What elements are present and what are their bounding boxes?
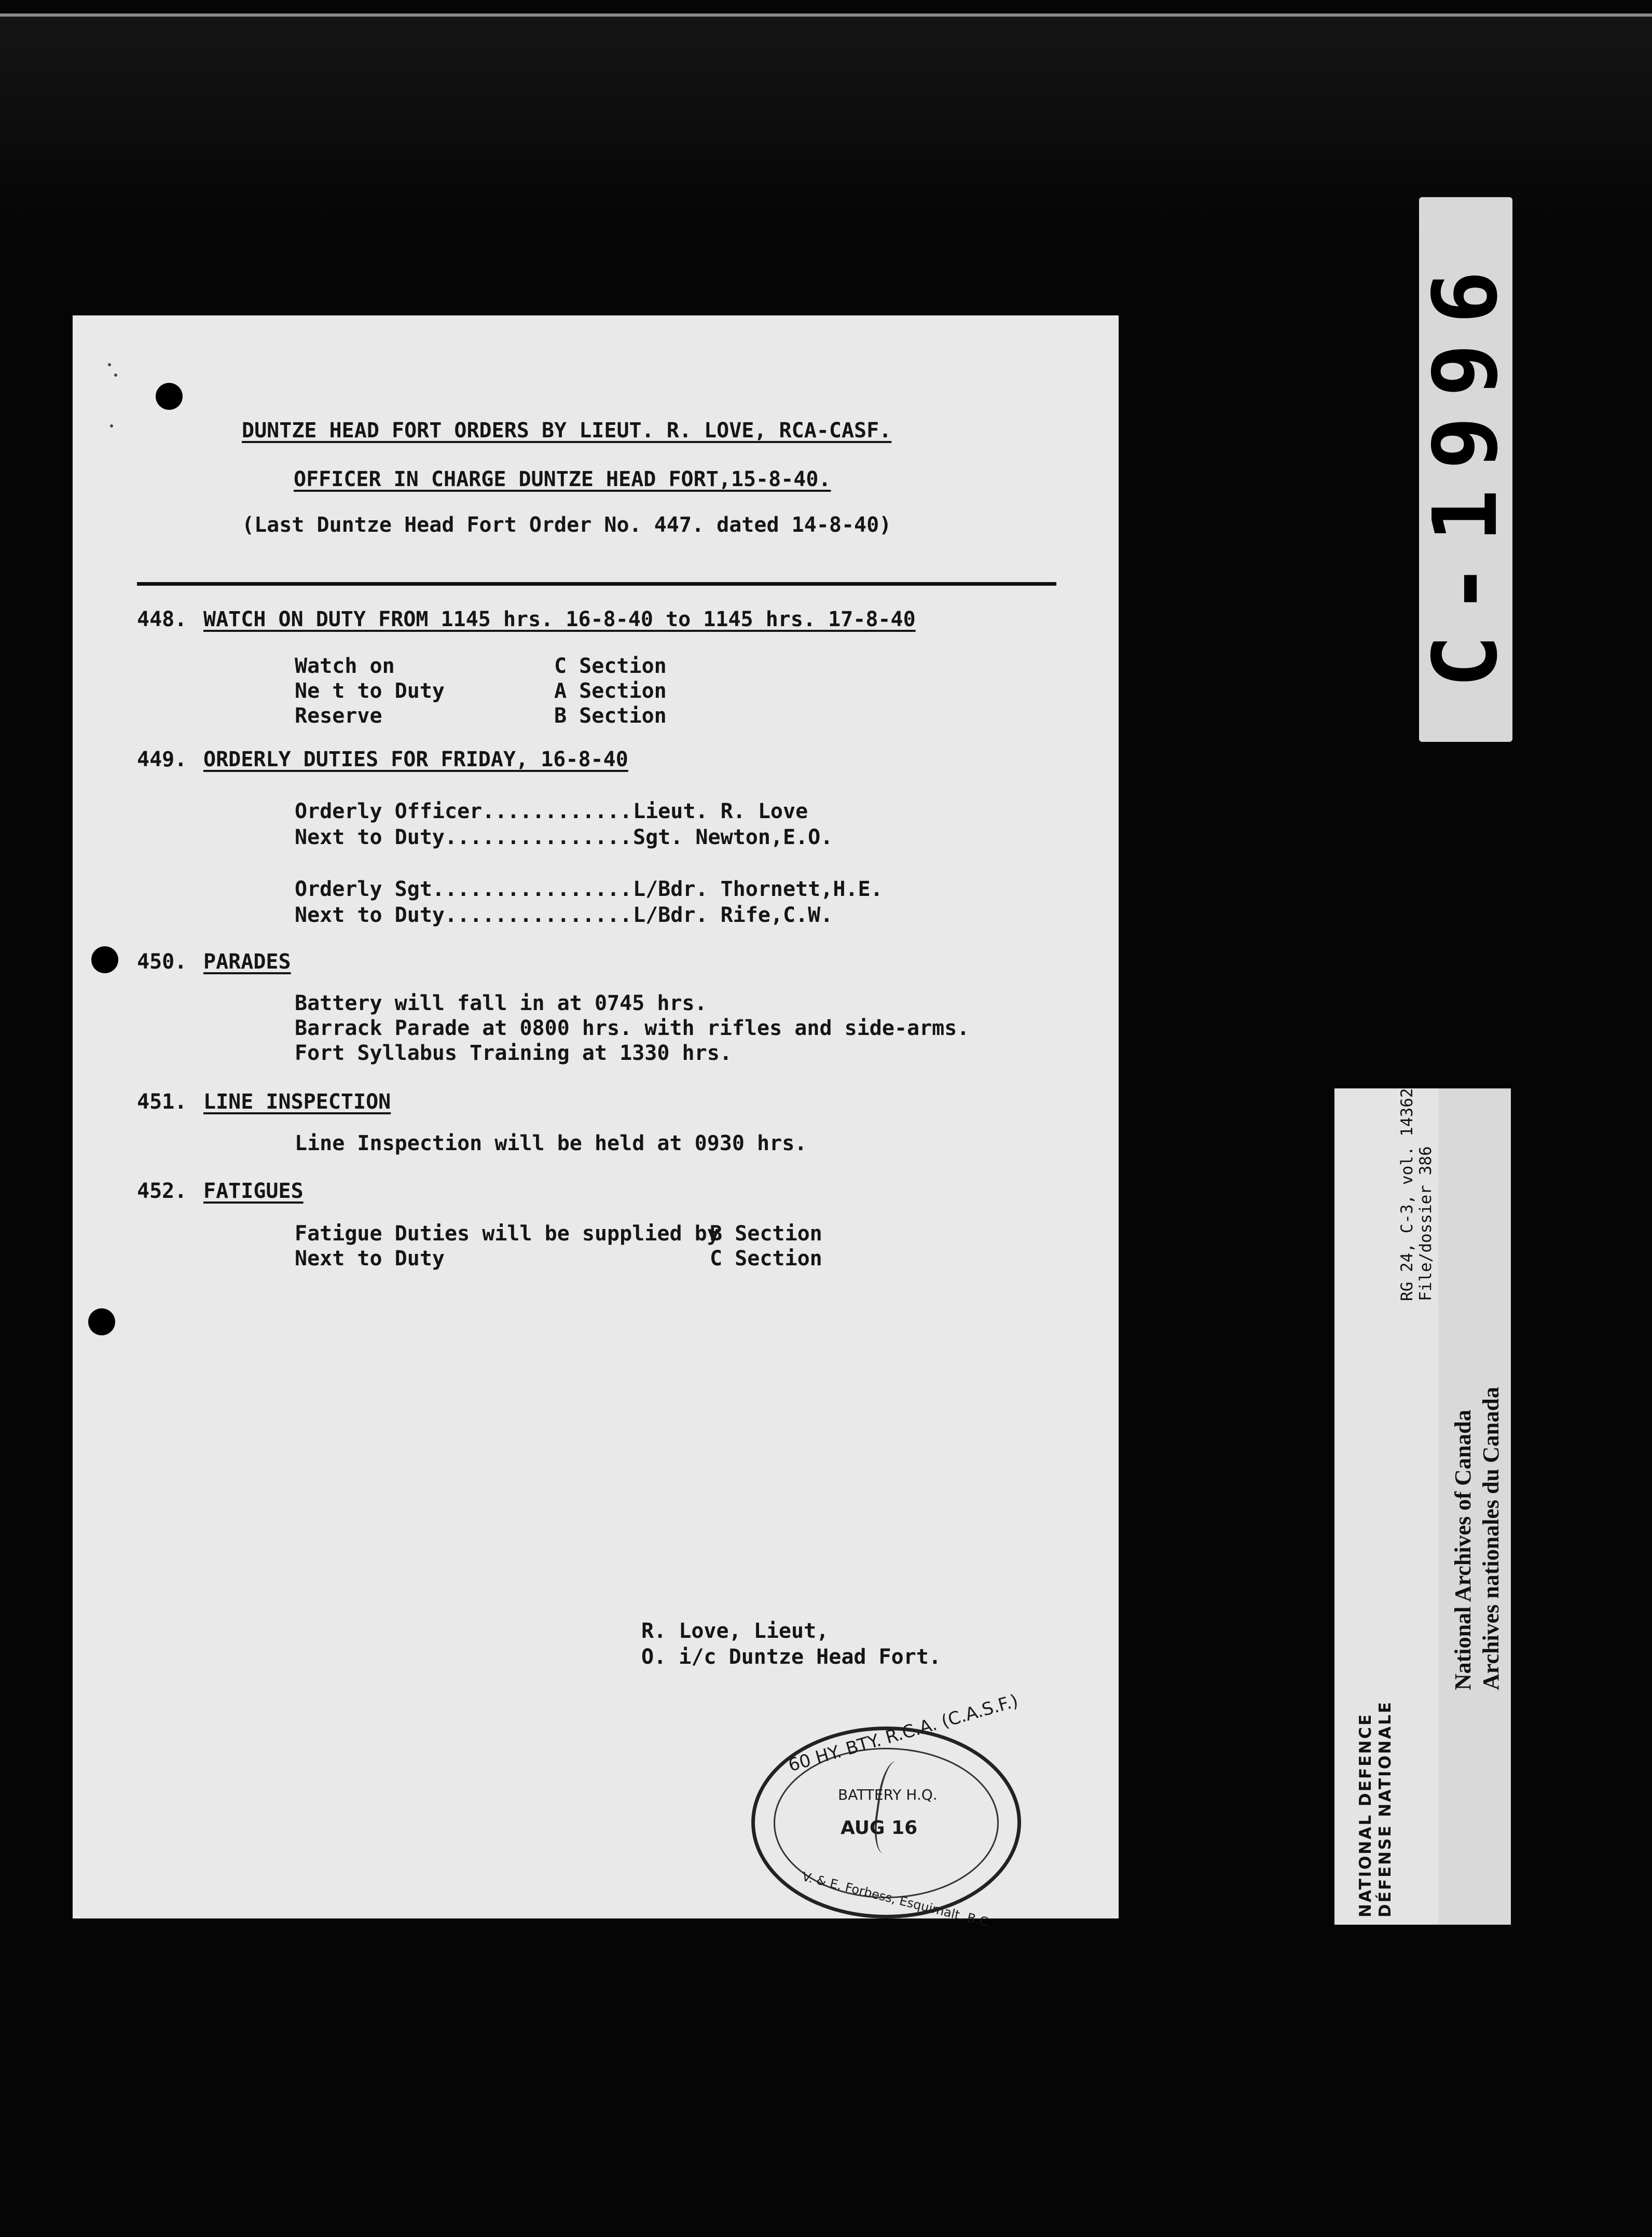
battery-stamp: [751, 1690, 1021, 1931]
fatigue-value: C Section: [710, 1247, 822, 1271]
stamp-unit: 60 HY. BTY. R.C.A. (C.A.S.F.): [786, 1690, 1021, 1776]
speck: [108, 363, 111, 366]
duty-value: Lieut. R. Love: [633, 799, 808, 823]
section-title: PARADES: [203, 950, 291, 974]
archives-name-en: National Archives of Canada: [1450, 1410, 1476, 1690]
punch-hole: [88, 1308, 115, 1335]
watch-label: Ne t to Duty: [295, 679, 445, 703]
frame-number-strip: [1414, 197, 1517, 742]
header-title: DUNTZE HEAD FORT ORDERS BY LIEUT. R. LOVE, RCA-CASF.: [242, 419, 892, 443]
signature-title: O. i/c Duntze Head Fort.: [641, 1645, 941, 1669]
inspection-line: Line Inspection will be held at 0930 hrs.: [295, 1131, 807, 1155]
frame-number: C-1996: [1414, 251, 1517, 688]
fatigue-label: Fatigue Duties will be supplied by: [295, 1222, 720, 1246]
section-title: FATIGUES: [203, 1179, 304, 1203]
duty-label: Next to Duty...............: [295, 825, 632, 849]
national-defence-en: NATIONAL DEFENCE: [1356, 1713, 1375, 1917]
header-last-order: (Last Duntze Head Fort Order No. 447. dated 14-8-40): [242, 513, 892, 537]
watch-label: Reserve: [295, 704, 382, 728]
fatigue-label: Next to Duty: [295, 1247, 445, 1271]
section-number: 451.: [137, 1090, 187, 1114]
punch-hole: [91, 946, 118, 973]
section-number: 450.: [137, 950, 187, 974]
duty-value: Sgt. Newton,E.O.: [633, 825, 833, 849]
stamp-office: BATTERY H.Q.: [838, 1786, 938, 1803]
watch-value: B Section: [554, 704, 667, 728]
file-dossier: File/dossier 386: [1416, 1146, 1435, 1301]
section-title: WATCH ON DUTY FROM 1145 hrs. 16-8-40 to 1145 hrs. 17-8-40: [203, 607, 916, 631]
national-defence-fr: DÉFENSE NATIONALE: [1376, 1701, 1395, 1917]
section-title: ORDERLY DUTIES FOR FRIDAY, 16-8-40: [203, 748, 628, 771]
parade-line: Battery will fall in at 0745 hrs.: [295, 991, 707, 1015]
parade-line: Barrack Parade at 0800 hrs. with rifles and side-arms.: [295, 1016, 970, 1040]
duty-label: Next to Duty...............: [295, 903, 632, 927]
stamp-maker: V. & E. Forbess, Esquimalt, B.C.: [801, 1869, 994, 1931]
section-number: 449.: [137, 748, 187, 771]
watch-value: C Section: [554, 654, 667, 678]
section-number: 452.: [137, 1179, 187, 1203]
watch-value: A Section: [554, 679, 667, 703]
signature-name: R. Love, Lieut,: [641, 1619, 829, 1643]
punch-hole: [156, 383, 183, 410]
archives-name-fr: Archives nationales du Canada: [1478, 1387, 1504, 1690]
fatigue-value: B Section: [710, 1222, 822, 1246]
record-group: RG 24, C-3, vol. 14362: [1398, 1088, 1416, 1301]
section-title: LINE INSPECTION: [203, 1090, 391, 1114]
duty-value: L/Bdr. Rife,C.W.: [633, 903, 833, 927]
document-page: [73, 315, 1119, 1931]
header-officer: OFFICER IN CHARGE DUNTZE HEAD FORT,15-8-40.: [294, 467, 831, 491]
archive-label: [1334, 1088, 1438, 1925]
duty-value: L/Bdr. Thornett,H.E.: [633, 877, 883, 901]
parade-line: Fort Syllabus Training at 1330 hrs.: [295, 1041, 732, 1065]
speck: [110, 424, 113, 427]
duty-label: Orderly Sgt................: [295, 877, 632, 901]
duty-label: Orderly Officer............: [295, 799, 632, 823]
film-background: [0, 17, 1652, 234]
stamp-date: AUG 16: [841, 1817, 918, 1839]
watch-label: Watch on: [295, 654, 395, 678]
header-rule: [137, 582, 1056, 586]
archives-canada-label: [1438, 1088, 1511, 1925]
section-number: 448.: [137, 607, 187, 631]
speck: [114, 374, 117, 377]
